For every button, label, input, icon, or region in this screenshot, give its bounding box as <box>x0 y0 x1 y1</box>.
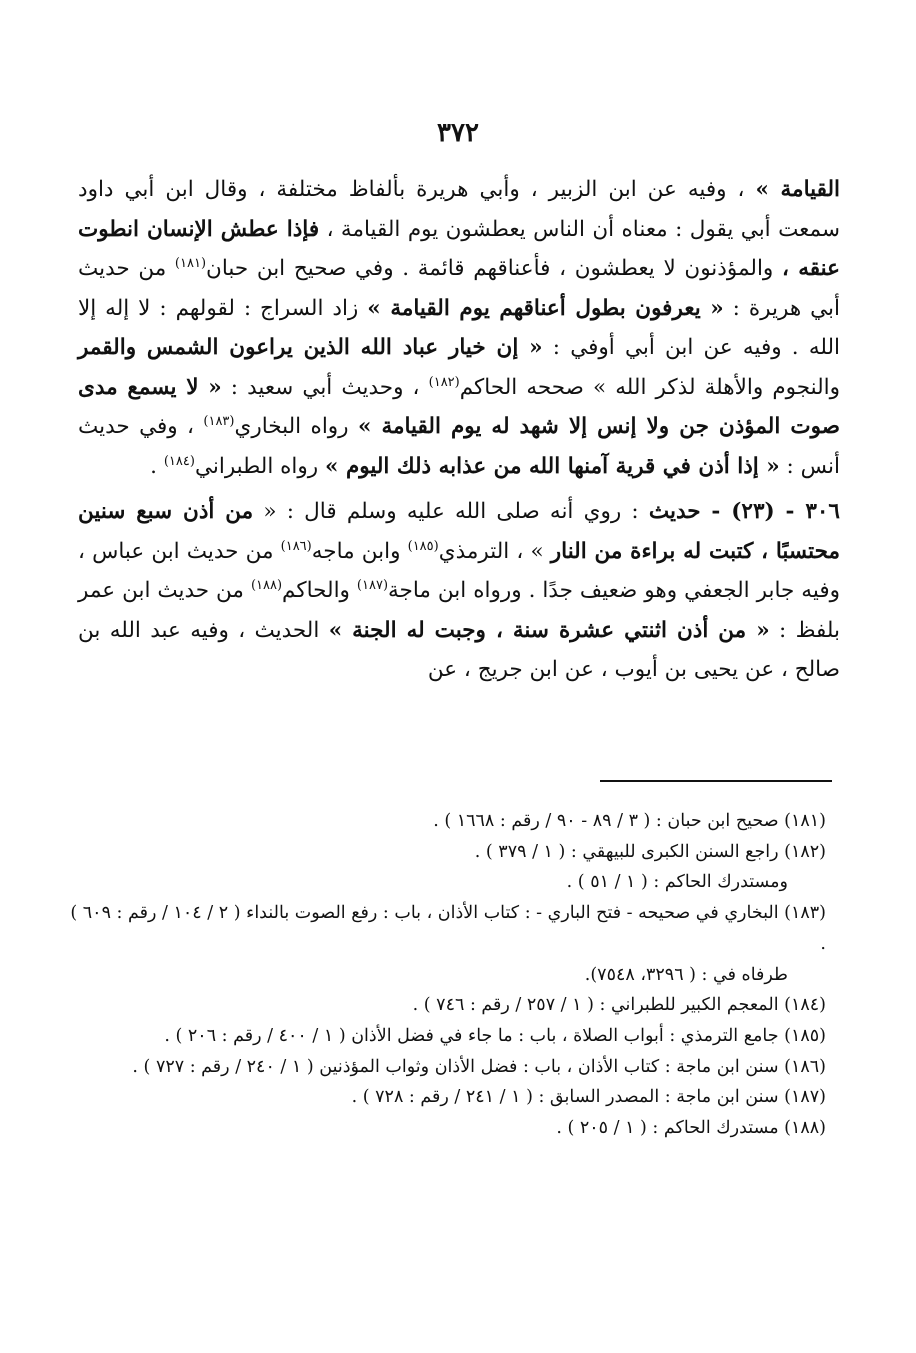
footnote-187: (١٨٧) سنن ابن ماجة : المصدر السابق : ( ١ / ٢٤١ / رقم : ٧٢٨ ) . <box>351 1087 826 1108</box>
bold-phrase: فإذا عطش الإنسان انطوت عنقه ، <box>78 216 840 281</box>
footnote-183: (١٨٣) البخاري في صحيحه - فتح الباري - : كتاب الأذان ، باب : رفع الصوت بالنداء ( ٢ / ١٠٤ / رقم : ٦٠٩ ) . <box>70 903 826 954</box>
footnote-188: (١٨٨) مستدرك الحاكم : ( ١ / ٢٠٥ ) . <box>556 1118 826 1139</box>
hadith-quote: « يعرفون بطول أعناقهم يوم القيامة » <box>367 295 724 321</box>
footnote-ref-187: (١٨٧) <box>356 577 389 593</box>
footnotes <box>66 806 826 1144</box>
text-run: الحديث ، وفيه عبد الله بن صالح ، عن يحيى بن أيوب ، عن ابن جريج ، عن <box>78 617 840 682</box>
text-run: من حديث ابن عمر بلفظ : <box>78 578 841 643</box>
page-number: ٣٧٢ <box>437 118 479 148</box>
text-run: والحاكم <box>282 578 350 603</box>
text-run: من حديث ابن عباس ، وفيه جابر الجعفي وهو ضعيف جدًا . ورواه ابن ماجة <box>78 538 840 603</box>
footnote-185: (١٨٥) جامع الترمذي : أبواب الصلاة ، باب : ما جاء في فضل الأذان ( ١ / ٤٠٠ / رقم : ٢٠٦ ) . <box>164 1025 826 1046</box>
text-run: . <box>150 453 157 479</box>
hadith-quote: « من أذن اثنتي عشرة سنة ، وجبت له الجنة » <box>328 617 770 643</box>
footnote-ref-185: (١٨٥) <box>407 538 439 554</box>
paragraph-1 <box>78 170 840 486</box>
footnote-separator <box>600 780 832 782</box>
text-run: ، وحديث أبي سعيد : <box>230 374 420 400</box>
main-text <box>78 170 840 690</box>
text-run: : روي أنه صلى الله عليه وسلم قال : « <box>263 499 639 524</box>
footnote-ref-183: (١٨٣) <box>203 413 235 429</box>
text-run: رواه البخاري <box>234 414 349 439</box>
text-run: رواه الطبراني <box>194 453 319 479</box>
paragraph-2 <box>78 492 840 690</box>
text-run: من حديث أبي هريرة : <box>78 256 840 321</box>
text-run: ، وفيه عن ابن الزبير ، وأبي هريرة بألفاظ مختلفة ، وقال ابن أبي داود سمعت أبي يقول : معناه أن الناس يعطشون يوم القيامة ، <box>78 177 840 242</box>
text-run: وابن ماجه <box>311 538 401 564</box>
footnote-ref-188: (١٨٨) <box>250 577 283 593</box>
footnote-183-continued: طرفاه في : ( ٣٢٩٦، ٧٥٤٨). <box>584 964 788 985</box>
text-run: زاد السراج : لقولهم : لا إله إلا الله <box>78 295 840 360</box>
footnote-ref-181: (١٨١) <box>174 255 207 271</box>
hadith-quote: « إن خيار عباد الله الذين يراعون الشمس والقمر <box>78 335 543 360</box>
footnote-182: (١٨٢) راجع السنن الكبرى للبيهقي : ( ١ / ٣٧٩ ) . <box>474 841 826 862</box>
footnote-ref-186: (١٨٦) <box>280 538 312 554</box>
text-run: والنجوم والأهلة لذكر الله » صححه الحاكم <box>459 374 841 400</box>
text-run: ، وفي حديث أنس : <box>78 414 840 479</box>
hadith-quote: « إذا أذن في قرية آمنها الله من عذابه ذلك اليوم » <box>325 453 780 479</box>
footnote-ref-182: (١٨٢) <box>428 374 460 390</box>
text-run: والمؤذنون لا يعطشون ، فأعناقهم قائمة . وفي صحيح ابن حبان <box>206 256 774 281</box>
text-run: . وفيه عن ابن أبي أوفي : <box>552 335 799 360</box>
footnote-186: (١٨٦) سنن ابن ماجة : كتاب الأذان ، باب : فضل الأذان وثواب المؤذنين ( ١ / ٢٤٠ / رقم : ٧٢٧ ) . <box>132 1056 826 1077</box>
footnote-181: (١٨١) صحيح ابن حبان : ( ٣ / ٨٩ - ٩٠ / رقم : ١٦٦٨ ) . <box>433 811 826 831</box>
text-run: » ، الترمذي <box>438 538 544 564</box>
footnote-182-continued: ومستدرك الحاكم : ( ١ / ٥١ ) . <box>566 872 788 893</box>
hadith-number: ٣٠٦ - (٢٣) - حديث <box>648 499 840 524</box>
hadith-quote: « لا يسمع مدى صوت المؤذن جن ولا إنس إلا شهد له يوم القيامة » <box>78 374 840 439</box>
hadith-quote: من أذن سبع سنين محتسبًا ، كتبت له براءة من النار <box>78 499 840 564</box>
bold-phrase: القيامة » <box>755 177 841 202</box>
footnote-184: (١٨٤) المعجم الكبير للطبراني : ( ١ / ٢٥٧ / رقم : ٧٤٦ ) . <box>412 995 826 1016</box>
footnote-ref-184: (١٨٤) <box>163 453 195 469</box>
